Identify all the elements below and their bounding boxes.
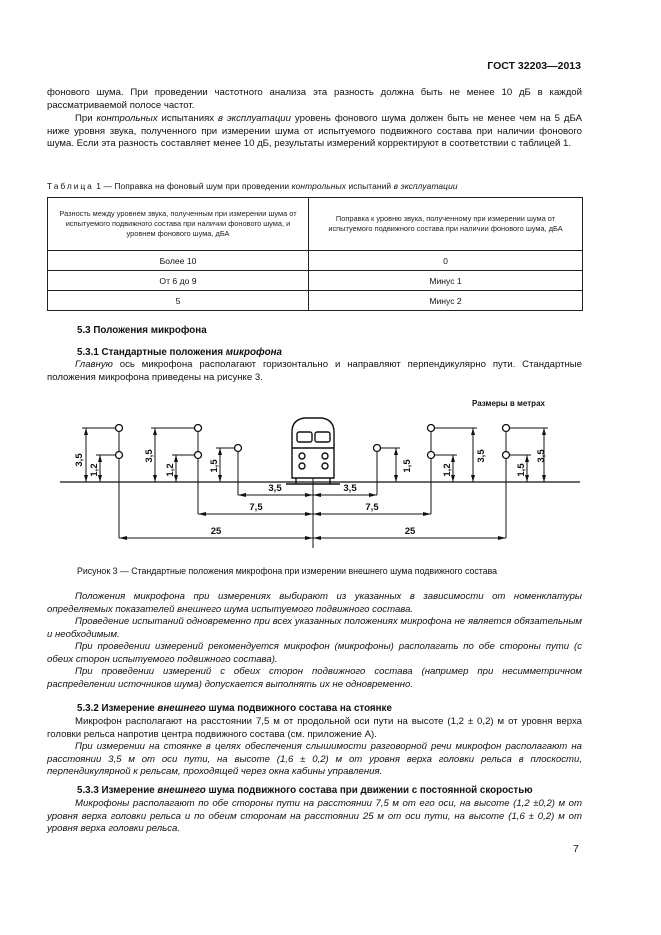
height-label: 1,5	[516, 463, 527, 477]
table-cell: От 6 до 9	[48, 271, 309, 291]
distance-label: 7,5	[249, 502, 263, 513]
height-label: 1,2	[442, 463, 453, 477]
section-5-3-title: 5.3 Положения микрофона	[77, 325, 207, 336]
notes-text	[47, 591, 582, 691]
note-paragraph: При проведении измерений рекомендуется микрофон (микрофоны) располагать по обе стороны пути (с обеих сторон испытуемого подвижного состава).	[47, 641, 582, 665]
microphone-icon	[428, 452, 435, 459]
intro-paragraph-2: При контрольных испытаниях в эксплуатации уровень фонового шума должен быть не менее чем на 5 дБА ниже уровня звука, полученного при измерении шума от испытуемого подвижного состава при наличии фонового шума. Если эта разность составляет менее 10 дБ, результаты измерений корректируют в соответствии с таблицей 1.	[47, 113, 582, 149]
intro-text	[47, 87, 582, 151]
section-5-3-3-title: 5.3.3 Измерение внешнего шума подвижного состава при движении с постоянной скоростью	[77, 785, 533, 796]
table-cell: Минус 2	[309, 291, 583, 311]
table-caption: Таблица 1 — Поправка на фоновый шум при проведении контрольных испытаний в эксплуатации	[47, 181, 458, 191]
intro-paragraph-1: фонового шума. При проведении частотного анализа эта разность должна быть не менее 10 дБ в каждой рассматриваемой полосе частот.	[47, 87, 582, 111]
height-label: 1,5	[209, 459, 220, 473]
height-label: 3,5	[144, 449, 155, 463]
section-5-3-1-title: 5.3.1 Стандартные положения микрофона	[77, 347, 282, 358]
microphone-icon	[116, 452, 123, 459]
section-5-3-2-paragraph-1: Микрофон располагают на расстоянии 7,5 м от продольной оси пути на высоте (1,2 ± 0,2) м от уровня верха головки рельса напротив центра подвижного состава (см. приложение А).	[47, 716, 582, 740]
train-front-icon	[286, 418, 340, 484]
page-number: 7	[573, 843, 579, 855]
distance-label: 3,5	[343, 483, 357, 494]
units-note: Размеры в метрах	[472, 399, 545, 408]
height-label: 3,5	[536, 449, 547, 463]
section-5-3-3-paragraph-1: Микрофоны располагают по обе стороны пути на расстоянии 7,5 м от его оси, на высоте (1,2 ±0,2) м от уровня верха головки рельса и по обеим сторонам на расстоянии 25 м от оси пути, на высоте (1,6 ± 0,2) м от уровня верха головки рельса.	[47, 798, 582, 834]
height-label: 3,5	[74, 453, 85, 467]
section-5-3-2-title: 5.3.2 Измерение внешнего шума подвижного состава на стоянке	[77, 703, 392, 714]
microphone-icon	[235, 445, 242, 452]
height-label: 1,2	[89, 463, 100, 477]
note-paragraph: Проведение испытаний одновременно при всех указанных положениях микрофона не является обязательным и необходимым.	[47, 616, 582, 640]
distance-label: 25	[210, 526, 222, 537]
figure-caption: Рисунок 3 — Стандартные положения микрофона при измерении внешнего шума подвижного состава	[77, 566, 498, 576]
microphone-icon	[116, 425, 123, 432]
table-row	[48, 251, 583, 271]
table-cell: 0	[309, 251, 583, 271]
note-paragraph: При проведении измерений с обеих сторон подвижного состава (например при несимметричном распределении источников шума) допускается выполнять их не одновременно.	[47, 666, 582, 690]
microphone-icon	[195, 452, 202, 459]
section-5-3-3-text	[47, 798, 582, 836]
height-label: 1,5	[402, 459, 413, 473]
section-5-3-1-text	[47, 359, 582, 384]
table-header-correction: Поправка к уровню звука, полученному при измерении шума от испытуемого подвижного состава при наличии фонового шума, дБА	[309, 198, 583, 251]
distance-label: 3,5	[268, 483, 282, 494]
table-cell: Минус 1	[309, 271, 583, 291]
section-5-3-1-paragraph: Главную ось микрофона располагают горизонтально и направляют перпендикулярно пути. Стандартные положения микрофона приведены на рисунке 3.	[47, 359, 582, 383]
figure-3-microphone-positions	[60, 388, 580, 563]
microphone-icon	[503, 452, 510, 459]
height-label: 3,5	[476, 449, 487, 463]
section-5-3-2-text	[47, 716, 582, 779]
correction-table	[47, 197, 583, 311]
table-cell: 5	[48, 291, 309, 311]
distance-label: 25	[404, 526, 416, 537]
table-row	[48, 291, 583, 311]
microphone-icon	[374, 445, 381, 452]
table-row	[48, 271, 583, 291]
height-label: 1,2	[165, 463, 176, 477]
microphone-icon	[428, 425, 435, 432]
microphone-icon	[503, 425, 510, 432]
distance-label: 7,5	[365, 502, 379, 513]
table-header-difference: Разность между уровнем звука, полученным при измерении шума от испытуемого подвижного состава при наличии фонового шума, и уровнем фонового шума, дБА	[48, 198, 309, 251]
microphone-icon	[195, 425, 202, 432]
note-paragraph: Положения микрофона при измерениях выбирают из указанных в зависимости от номенклатуры определяемых показателей внешнего шума испытуемого подвижного состава.	[47, 591, 582, 615]
table-cell: Более 10	[48, 251, 309, 271]
table-header-row	[48, 198, 583, 251]
document-header: ГОСТ 32203—2013	[487, 60, 581, 72]
section-5-3-2-paragraph-2: При измерении на стоянке в целях обеспечения слышимости разговорной речи микрофон располагают на расстоянии 3,5 м от оси пути, на высоте (1,6 ± 0,2) м от уровня верха головки рельса в плоскости, перпендикулярной к рельсам, проходящей через окна кабины управления.	[47, 741, 582, 777]
